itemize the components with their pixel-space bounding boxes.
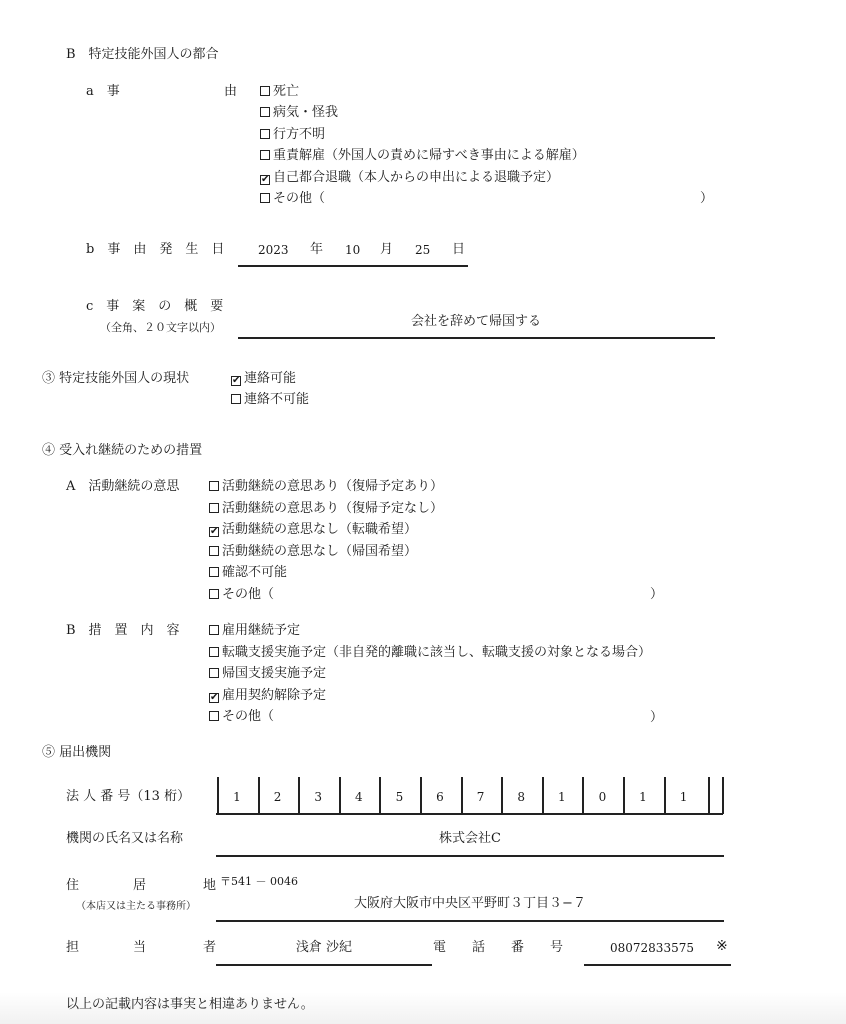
measures-other-close: ）	[650, 710, 664, 725]
footer-statement: 以上の記載内容は事実と相違ありません。	[66, 997, 314, 1012]
corp-number-divider	[623, 777, 625, 814]
reason-option[interactable]	[260, 170, 559, 186]
checkbox-icon[interactable]	[260, 193, 270, 203]
date-month[interactable]: 10	[345, 243, 361, 257]
intent-option[interactable]	[209, 544, 417, 560]
measure-option[interactable]	[209, 623, 300, 639]
corp-number-divider	[708, 777, 710, 814]
reason-option[interactable]	[260, 127, 325, 143]
phone-label: 電 話 番 号	[433, 940, 564, 955]
reason-option[interactable]	[260, 148, 585, 164]
measure-option[interactable]	[209, 688, 326, 704]
reason-option[interactable]	[260, 105, 338, 121]
person-label-3: 者	[203, 940, 217, 955]
reason-option-label: 自己都合退職（本人からの申出による退職予定）	[273, 169, 560, 185]
reason-option-label: 行方不明	[273, 126, 326, 142]
checkbox-checked-icon[interactable]: ✔	[261, 173, 270, 185]
summary-underline	[238, 337, 715, 339]
measure-option-label: 雇用契約解除予定	[222, 687, 327, 703]
intent-option[interactable]	[209, 565, 287, 581]
summary-note: （全角、２０文字以内）	[100, 321, 221, 334]
postal-code[interactable]: 〒541 － 0046	[220, 875, 298, 888]
corp-number-divider	[217, 777, 219, 814]
intent-option-label: 活動継続の意思あり（復帰予定あり）	[222, 479, 444, 494]
corp-number-digit[interactable]: 3	[314, 790, 322, 804]
summary-label: c 事 案 の 概 要	[86, 299, 224, 314]
date-year-unit: 年	[310, 242, 324, 257]
corp-number-digit[interactable]: 1	[557, 790, 566, 804]
corp-number-digit[interactable]: 7	[476, 790, 485, 804]
section-4-title: ④ 受入れ継続のための措置	[42, 443, 203, 458]
checkbox-icon[interactable]	[209, 625, 219, 635]
corp-number-divider	[298, 777, 300, 814]
intent-option-label: 活動継続の意思なし（転職希望）	[222, 522, 418, 538]
checkbox-icon[interactable]	[209, 546, 219, 556]
corp-number-digit[interactable]: 5	[395, 790, 404, 804]
date-underline	[238, 265, 468, 267]
intent-option-label: 活動継続の意思あり（復帰予定なし）	[222, 500, 444, 516]
intent-option-label: 確認不可能	[222, 565, 288, 581]
phone-value[interactable]: 08072833575	[610, 941, 694, 955]
address-label-3: 地	[203, 878, 217, 893]
corp-number-digit[interactable]: 6	[436, 790, 444, 804]
checkbox-checked-icon[interactable]: ✔	[210, 691, 219, 703]
reason-label-part-1: a 事	[86, 84, 120, 99]
section-5-title: ⑤ 届出機関	[42, 745, 112, 760]
checkbox-icon[interactable]	[260, 107, 270, 117]
summary-value[interactable]: 会社を辞めて帰国する	[410, 314, 541, 329]
date-day[interactable]: 25	[415, 243, 431, 257]
measure-option-label: その他（	[222, 709, 275, 725]
corp-number-digit[interactable]: 1	[233, 790, 241, 804]
intent-option-label: 活動継続の意思なし（帰国希望）	[222, 543, 418, 559]
corp-number-divider	[258, 777, 260, 814]
checkbox-icon[interactable]	[209, 647, 219, 657]
reason-other-close: ）	[700, 191, 714, 206]
corp-number-digit[interactable]: 1	[639, 790, 647, 804]
continuation-intent-label: A 活動継続の意思	[66, 479, 180, 494]
corp-number-divider	[582, 777, 584, 814]
reason-option-label: その他（	[273, 191, 326, 206]
person-label-2: 当	[133, 940, 147, 955]
measure-option[interactable]	[209, 666, 326, 682]
date-day-unit: 日	[452, 242, 466, 257]
checkbox-checked-icon[interactable]: ✔	[210, 526, 219, 538]
checkbox-icon[interactable]	[209, 668, 219, 678]
checkbox-icon[interactable]	[209, 589, 219, 599]
corp-number-divider	[542, 777, 544, 814]
intent-option[interactable]	[209, 522, 417, 538]
corp-number-divider	[420, 777, 422, 814]
measure-option[interactable]	[209, 709, 274, 725]
intent-other-close: ）	[650, 587, 664, 602]
reason-option-label: 死亡	[273, 84, 300, 99]
address-label-2: 居	[133, 878, 147, 893]
person-value[interactable]: 浅倉 沙紀	[295, 940, 353, 955]
reason-option-label: 病気・怪我	[273, 105, 339, 121]
address-value[interactable]: 大阪府大阪市中央区平野町３丁目３−７	[354, 896, 586, 911]
status-option-label: 連絡不可能	[244, 392, 310, 407]
checkbox-icon[interactable]	[209, 503, 219, 513]
phone-underline	[584, 964, 731, 966]
measures-label: B 措 置 内 容	[66, 623, 180, 638]
person-underline	[216, 964, 432, 966]
checkbox-icon[interactable]	[209, 481, 219, 491]
status-option[interactable]	[231, 392, 309, 408]
checkbox-icon[interactable]	[260, 86, 270, 96]
checkbox-icon[interactable]	[260, 129, 270, 139]
checkbox-checked-icon[interactable]: ✔	[232, 375, 241, 386]
corp-number-underline	[216, 813, 723, 815]
corp-number-divider	[501, 777, 503, 814]
reason-option-label: 重責解雇（外国人の責めに帰すべき事由による解雇）	[273, 148, 585, 164]
corp-number-divider	[461, 777, 463, 814]
corp-number-divider	[379, 777, 381, 814]
address-note: （本店又は主たる事務所）	[76, 901, 196, 912]
org-name-value[interactable]: 株式会社C	[439, 831, 501, 846]
section-b-title: B 特定技能外国人の都合	[66, 47, 219, 62]
measure-option-label: 転職支援実施予定（非自発的離職に該当し、転職支援の対象となる場合）	[222, 644, 652, 660]
status-option[interactable]	[231, 371, 296, 387]
reason-label	[86, 84, 120, 100]
org-name-label: 機関の氏名又は名称	[66, 831, 184, 846]
phone-note-mark: ※	[716, 938, 728, 954]
corp-number-digit[interactable]: 2	[273, 790, 282, 804]
date-year[interactable]: 2023	[258, 243, 289, 257]
checkbox-icon[interactable]	[231, 394, 241, 404]
corp-number-divider	[339, 777, 341, 814]
corp-number-digit[interactable]: 1	[679, 790, 688, 804]
person-label-1: 担	[66, 940, 80, 955]
address-underline	[216, 920, 724, 922]
org-name-underline	[216, 855, 724, 857]
corp-number-digit[interactable]: 0	[598, 790, 607, 804]
address-label-1: 住	[66, 878, 80, 893]
measure-option-label: 帰国支援実施予定	[222, 666, 327, 682]
corp-number-digit[interactable]: 8	[517, 790, 525, 804]
date-label: b 事 由 発 生 日	[86, 242, 225, 257]
reason-option[interactable]	[260, 191, 325, 207]
reason-option[interactable]	[260, 84, 299, 100]
intent-option[interactable]	[209, 587, 274, 603]
intent-option[interactable]	[209, 501, 443, 517]
corp-number-divider	[722, 777, 724, 814]
intent-option[interactable]	[209, 479, 443, 495]
measure-option[interactable]	[209, 645, 651, 661]
checkbox-icon[interactable]	[209, 711, 219, 721]
measure-option-label: 雇用継続予定	[222, 623, 301, 638]
corp-number-label: 法 人 番 号（13 桁）	[66, 789, 191, 804]
checkbox-icon[interactable]	[209, 567, 219, 577]
intent-option-label: その他（	[222, 587, 275, 602]
corp-number-digit[interactable]: 4	[354, 790, 363, 804]
checkbox-icon[interactable]	[260, 150, 270, 160]
section-3-title: ③ 特定技能外国人の現状	[42, 371, 190, 386]
reason-label-end: 由	[224, 84, 238, 99]
status-option-label: 連絡可能	[244, 371, 297, 386]
date-month-unit: 月	[380, 242, 394, 257]
corp-number-divider	[664, 777, 666, 814]
